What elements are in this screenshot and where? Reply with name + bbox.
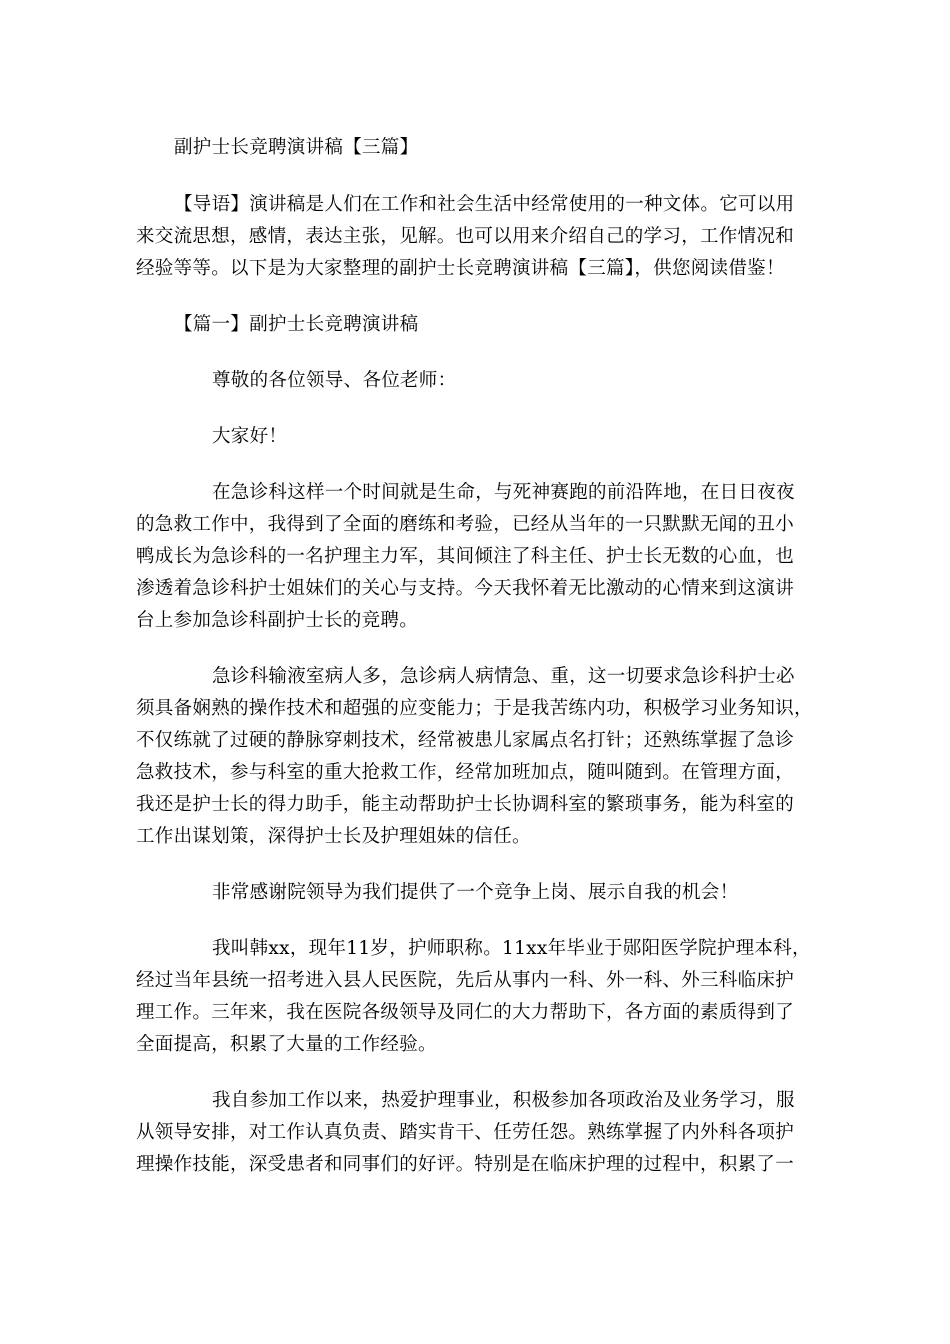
paragraph-line: 非常感谢院领导为我们提供了一个竞争上岗、展示自我的机会！	[212, 882, 739, 903]
paragraph-line: 急诊科输液室病人多，急诊病人病情急、重，这一切要求急诊科护士必	[212, 666, 795, 687]
paragraph-line: 经过当年县统一招考进入县人民医院，先后从事内一科、外一科、外三科临床护	[136, 970, 795, 991]
paragraph-line: 在急诊科这样一个时间就是生命，与死神赛跑的前沿阵地，在日日夜夜	[212, 482, 795, 503]
intro-line: 来交流思想，感情，表达主张，见解。也可以用来介绍自己的学习，工作情况和	[136, 226, 795, 247]
salutation: 尊敬的各位领导、各位老师：	[212, 370, 457, 391]
paragraph-line: 须具备娴熟的操作技术和超强的应变能力；于是我苦练内功，积极学习业务知识，	[136, 698, 813, 719]
paragraph-line: 我还是护士长的得力助手，能主动帮助护士长协调科室的繁琐事务，能为科室的	[136, 794, 795, 815]
paragraph-line: 从领导安排，对工作认真负责、踏实肯干、任劳任怨。熟练掌握了内外科各项护	[136, 1122, 795, 1143]
paragraph-line: 鸭成长为急诊科的一名护理主力军，其间倾注了科主任、护士长无数的心血，也	[136, 546, 795, 567]
intro-line: 【导语】演讲稿是人们在工作和社会生活中经常使用的一种文体。它可以用	[174, 194, 795, 215]
document-title: 副护士长竞聘演讲稿【三篇】	[174, 137, 419, 158]
paragraph-line: 我叫韩xx，现年11岁，护师职称。11xx年毕业于郧阳医学院护理本科，	[212, 938, 811, 959]
intro-line: 经验等等。以下是为大家整理的副护士长竞聘演讲稿【三篇】，供您阅读借鉴！	[136, 258, 785, 279]
section-heading: 【篇一】副护士长竞聘演讲稿	[174, 314, 419, 335]
paragraph-line: 急救技术，参与科室的重大抢救工作，经常加班加点，随叫随到。在管理方面，	[136, 762, 795, 783]
paragraph-line: 的急救工作中，我得到了全面的磨练和考验，已经从当年的一只默默无闻的丑小	[136, 514, 795, 535]
paragraph-line: 不仅练就了过硬的静脉穿刺技术，经常被患儿家属点名打针；还熟练掌握了急诊	[136, 730, 795, 751]
paragraph-line: 工作出谋划策，深得护士长及护理姐妹的信任。	[136, 826, 531, 847]
paragraph-line: 我自参加工作以来，热爱护理事业，积极参加各项政治及业务学习，服	[212, 1090, 795, 1111]
paragraph-line: 台上参加急诊科副护士长的竞聘。	[136, 610, 419, 631]
greeting: 大家好！	[212, 426, 288, 447]
paragraph-line: 理工作。三年来，我在医院各级领导及同仁的大力帮助下，各方面的素质得到了	[136, 1002, 795, 1023]
paragraph-line: 全面提高，积累了大量的工作经验。	[136, 1034, 437, 1055]
paragraph-line: 渗透着急诊科护士姐妹们的关心与支持。今天我怀着无比激动的心情来到这演讲	[136, 578, 795, 599]
paragraph-line: 理操作技能，深受患者和同事们的好评。特别是在临床护理的过程中，积累了一	[136, 1154, 795, 1175]
